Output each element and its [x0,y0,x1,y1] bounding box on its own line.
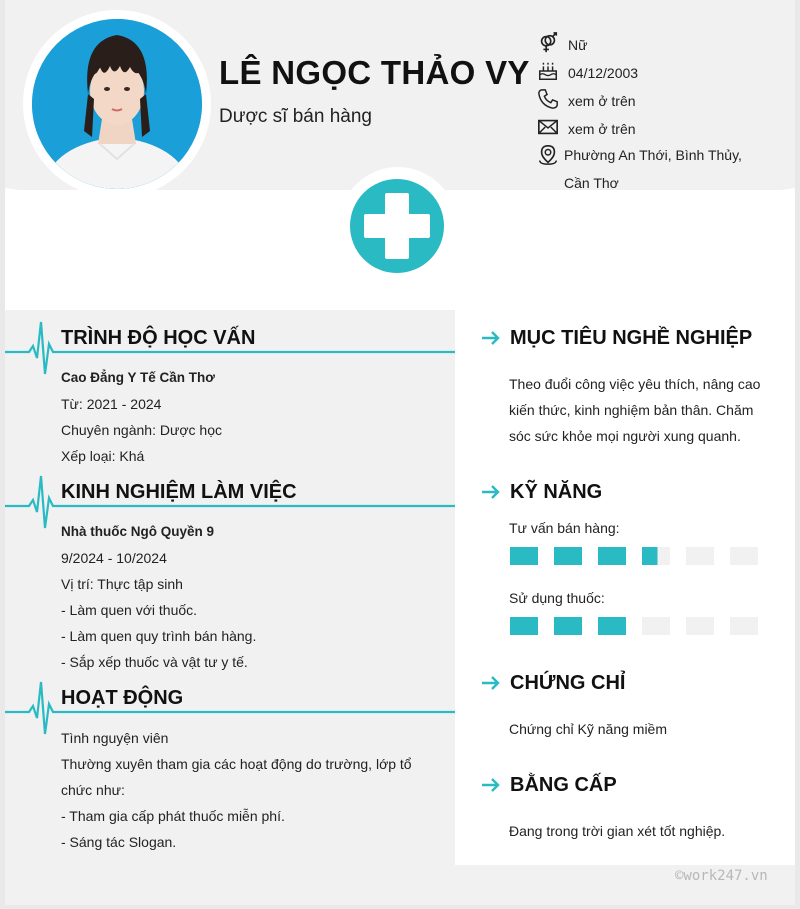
email-text: xem ở trên [568,121,636,137]
experience-position: Vị trí: Thực tập sinh [61,576,183,592]
skill-label: Tư vấn bán hàng: [509,520,620,536]
skill-bar-segment [554,617,582,635]
activities-line: Thường xuyên tham gia các hoạt động do trường, lớp tổ [61,756,412,772]
activities-line: - Sáng tác Slogan. [61,834,177,850]
experience-company: Nhà thuốc Ngô Quyền 9 [61,524,215,539]
activities-line: chức như: [61,782,125,798]
skill-bar-segment [510,617,538,635]
experience-title: KINH NGHIỆM LÀM VIỆC [61,481,297,503]
avatar-photo [32,19,202,189]
objective-line: kiến thức, kinh nghiệm bản thân. Chăm [509,402,754,418]
arrow-right-icon [481,330,501,346]
skill-bar-segment [598,547,626,565]
personal-info [535,30,785,198]
objective-line: sóc sức khỏe mọi người xung quanh. [509,428,741,444]
skill-bar-segment [554,547,582,565]
info-phone [535,86,785,114]
skill-bar-segment [510,547,538,565]
experience-task: - Làm quen với thuốc. [61,602,198,618]
info-address [535,142,785,198]
arrow-right-icon [481,484,501,500]
cv-page [5,0,795,905]
skills-title: KỸ NĂNG [510,481,603,503]
info-email [535,114,785,142]
avatar [32,19,202,189]
cross-horizontal [364,214,430,238]
candidate-name: LÊ NGỌC THẢO VY [219,54,530,91]
info-birthday [535,58,785,86]
activities-title: HOẠT ĐỘNG [61,687,184,709]
phone-icon [537,88,559,110]
skill-bar-segment [642,547,670,565]
activities-line: - Tham gia cấp phát thuốc miễn phí. [61,808,285,824]
education-school: Cao Đẳng Y Tế Cần Thơ [61,370,215,385]
watermark: ©work247.vn [675,868,768,884]
location-pin-icon [537,144,559,166]
skill-bar-segment [730,547,758,565]
job-title: Dược sĩ bán hàng [219,106,372,127]
birthday-cake-icon [537,60,559,82]
skill-bar-segment [598,617,626,635]
arrow-right-icon [481,777,501,793]
education-title: TRÌNH ĐỘ HỌC VẤN [61,327,256,349]
degree-title: BẰNG CẤP [510,774,617,796]
education-period: Từ: 2021 - 2024 [61,396,162,412]
experience-task: - Sắp xếp thuốc và vật tư y tế. [61,654,248,670]
objective-line: Theo đuổi công việc yêu thích, nâng cao [509,376,761,392]
activities-line: Tình nguyện viên [61,730,169,746]
info-gender [535,30,785,58]
degree-text: Đang trong trời gian xét tốt nghiệp. [509,823,726,839]
skill-bar-segment [686,617,714,635]
phone-text: xem ở trên [568,93,636,109]
address-text: Phường An Thới, Bình Thủy, Cần Thơ [564,147,742,191]
education-major: Chuyên ngành: Dược học [61,422,222,438]
skill-label: Sử dụng thuốc: [509,590,605,606]
education-grade: Xếp loại: Khá [61,448,145,464]
email-icon [537,116,559,138]
gender-text: Nữ [568,37,588,53]
birthday-text: 04/12/2003 [568,65,639,81]
skill-bar-segment [642,617,670,635]
certificates-text: Chứng chỉ Kỹ năng miềm [509,721,667,737]
experience-period: 9/2024 - 10/2024 [61,550,167,566]
skill-bar-segment [686,547,714,565]
certificates-title: CHỨNG CHỈ [510,672,626,694]
arrow-right-icon [481,675,501,691]
objective-title: MỤC TIÊU NGHỀ NGHIỆP [510,327,753,349]
skill-bar-segment [730,617,758,635]
gender-icon [537,32,559,54]
experience-task: - Làm quen quy trình bán hàng. [61,628,257,644]
